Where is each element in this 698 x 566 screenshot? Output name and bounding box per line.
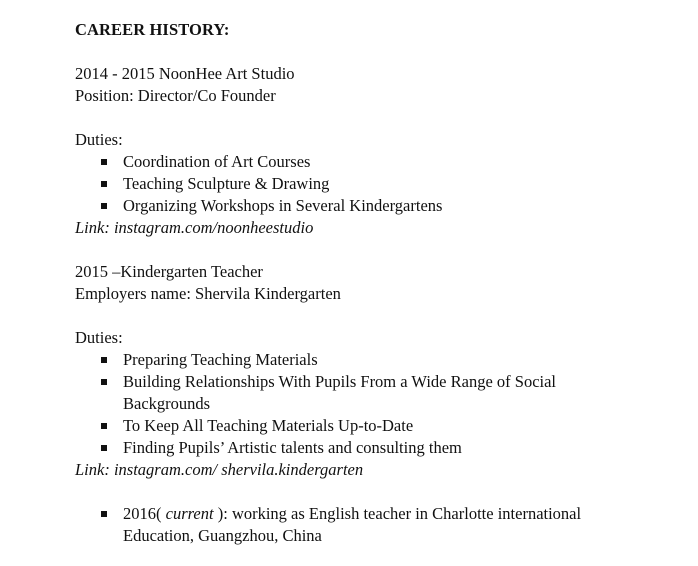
square-bullet-icon [101, 159, 107, 165]
job-entry [75, 261, 675, 481]
duty-item [99, 349, 593, 371]
square-bullet-icon [101, 203, 107, 209]
duties-list [75, 349, 675, 459]
square-bullet-icon [101, 357, 107, 363]
square-bullet-icon [101, 511, 107, 517]
duties-label: Duties: [75, 328, 123, 347]
duty-text: Teaching Sculpture & Drawing [123, 174, 330, 193]
duty-item [99, 371, 593, 415]
job-entry [75, 63, 675, 239]
duty-item [99, 151, 593, 173]
job-position-line: Position: Director/Co Founder [75, 86, 276, 105]
duty-item [99, 173, 593, 195]
job-link[interactable]: Link: instagram.com/ shervila.kindergarten [75, 460, 364, 479]
duty-text: Building Relationships With Pupils From a Wide Range of Social Backgrounds [123, 372, 557, 413]
duty-item [99, 437, 593, 459]
career-history-document [75, 19, 675, 547]
square-bullet-icon [101, 379, 107, 385]
job-link[interactable]: Link: instagram.com/noonheestudio [75, 218, 314, 237]
section-title: CAREER HISTORY: [75, 20, 230, 39]
current-position-list [75, 503, 675, 547]
current-year: 2016( [123, 504, 162, 523]
duty-text: To Keep All Teaching Materials Up-to-Date [123, 416, 414, 435]
duty-text: Coordination of Art Courses [123, 152, 311, 171]
square-bullet-icon [101, 181, 107, 187]
job-title-line: 2015 –Kindergarten Teacher [75, 262, 263, 281]
duties-label: Duties: [75, 130, 123, 149]
job-employer-line: Employers name: Shervila Kindergarten [75, 284, 341, 303]
square-bullet-icon [101, 423, 107, 429]
square-bullet-icon [101, 445, 107, 451]
current-status: current [161, 504, 218, 523]
duty-item [99, 415, 593, 437]
duty-text: Preparing Teaching Materials [123, 350, 318, 369]
duty-item [99, 195, 593, 217]
current-close: ): [217, 504, 228, 523]
current-description: working as English teacher in Charlotte international Education, Guangzhou, China [123, 504, 582, 545]
job-title-line: 2014 - 2015 NoonHee Art Studio [75, 64, 295, 83]
duties-list [75, 151, 675, 217]
duty-text: Organizing Workshops in Several Kindergartens [123, 196, 443, 215]
current-position-item [99, 503, 593, 547]
duty-text: Finding Pupils’ Artistic talents and consulting them [123, 438, 462, 457]
